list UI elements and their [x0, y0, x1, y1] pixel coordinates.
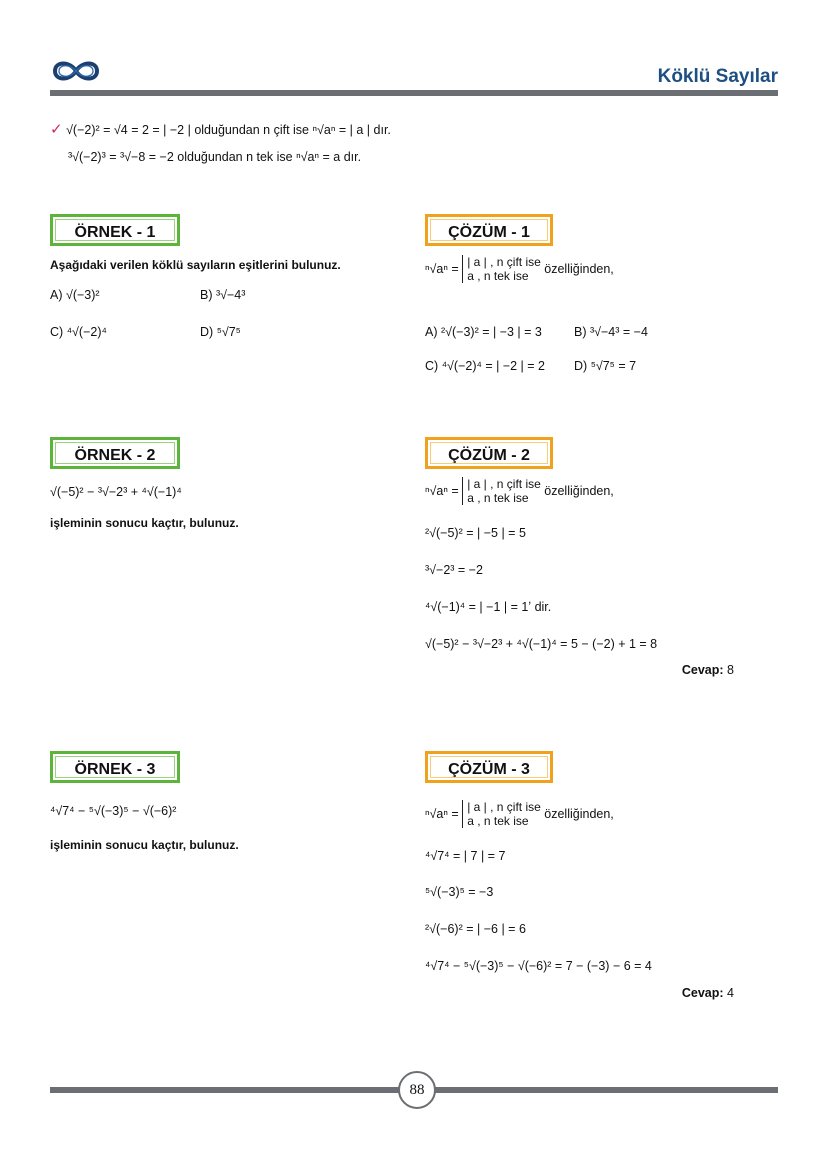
solution-1-rule: ⁿ√aⁿ = | a | , n çift ise a , n tek ise özelliğinden, — [425, 255, 614, 283]
intro-text-2: olduğundan n tek ise — [177, 150, 297, 164]
solution-3-step-1: ⁴√7⁴ = | 7 | = 7 — [425, 849, 506, 863]
example-2-title: ÖRNEK - 2 — [50, 437, 180, 469]
solution-1-answer-b: B) ³√−4³ = −4 — [574, 325, 648, 339]
solution-1-answer-d: D) ⁵√7⁵ = 7 — [574, 359, 637, 373]
example-1-title: ÖRNEK - 1 — [50, 214, 180, 246]
solution-2-step-4: √(−5)² − ³√−2³ + ⁴√(−1)⁴ = 5 − (−2) + 1 = 8 — [425, 637, 658, 651]
solution-3-answer: Cevap: 4 — [681, 986, 734, 1000]
check-icon: ✓ — [50, 121, 63, 138]
solution-1-answer-c: C) ⁴√(−2)⁴ = | −2 | = 2 — [425, 359, 546, 373]
example-1-option-d: D) ⁵√7⁵ — [200, 325, 241, 339]
intro-rule-1: ⁿ√aⁿ = | a | — [312, 123, 374, 137]
page-number: 88 — [398, 1071, 436, 1109]
solution-2-rule: ⁿ√aⁿ = | a | , n çift ise a , n tek ise özelliğinden, — [425, 477, 614, 505]
intro-text-1: olduğundan n çift ise — [194, 123, 313, 137]
infinity-icon — [50, 58, 102, 84]
example-2-expression: √(−5)² − ³√−2³ + ⁴√(−1)⁴ — [50, 485, 182, 499]
intro-line-2 — [68, 150, 361, 164]
example-1-option-a: A) √(−3)² — [50, 288, 100, 302]
example-1-question: Aşağıdaki verilen köklü sayıların eşitlerini bulunuz. — [50, 258, 341, 272]
intro-line-1 — [50, 120, 391, 138]
example-1-option-c: C) ⁴√(−2)⁴ — [50, 325, 107, 339]
solution-2-answer: Cevap: 8 — [681, 663, 734, 677]
solution-3-step-4: ⁴√7⁴ − ⁵√(−3)⁵ − √(−6)² = 7 − (−3) − 6 = 4 — [425, 959, 652, 973]
example-2-question: işleminin sonucu kaçtır, bulunuz. — [50, 516, 239, 530]
solution-3-title: ÇÖZÜM - 3 — [425, 751, 553, 783]
example-1-option-b: B) ³√−4³ — [200, 288, 246, 302]
intro-expr-1: √(−2)² = √4 = 2 = | −2 | — [66, 123, 195, 137]
example-3-question: işleminin sonucu kaçtır, bulunuz. — [50, 838, 239, 852]
solution-1-title: ÇÖZÜM - 1 — [425, 214, 553, 246]
example-3-expression: ⁴√7⁴ − ⁵√(−3)⁵ − √(−6)² — [50, 804, 177, 818]
intro-expr-2: ³√(−2)³ = ³√−8 = −2 — [68, 150, 178, 164]
solution-3-step-2: ⁵√(−3)⁵ = −3 — [425, 885, 494, 899]
solution-2-step-1: ²√(−5)² = | −5 | = 5 — [425, 526, 526, 540]
intro-end-2: dır. — [343, 150, 362, 164]
intro-rule-2: ⁿ√aⁿ = a — [296, 150, 344, 164]
solution-3-rule: ⁿ√aⁿ = | a | , n çift ise a , n tek ise özelliğinden, — [425, 800, 614, 828]
solution-2-step-3: ⁴√(−1)⁴ = | −1 | = 1ʼ dir. — [425, 600, 552, 614]
header-title: Köklü Sayılar — [657, 66, 778, 87]
example-3-title: ÖRNEK - 3 — [50, 751, 180, 783]
solution-2-title: ÇÖZÜM - 2 — [425, 437, 553, 469]
solution-1-answer-a: A) ²√(−3)² = | −3 | = 3 — [425, 325, 542, 339]
solution-3-step-3: ²√(−6)² = | −6 | = 6 — [425, 922, 526, 936]
intro-end-1: dır. — [373, 123, 391, 137]
header-bar — [50, 90, 778, 96]
solution-2-step-2: ³√−2³ = −2 — [425, 563, 483, 577]
